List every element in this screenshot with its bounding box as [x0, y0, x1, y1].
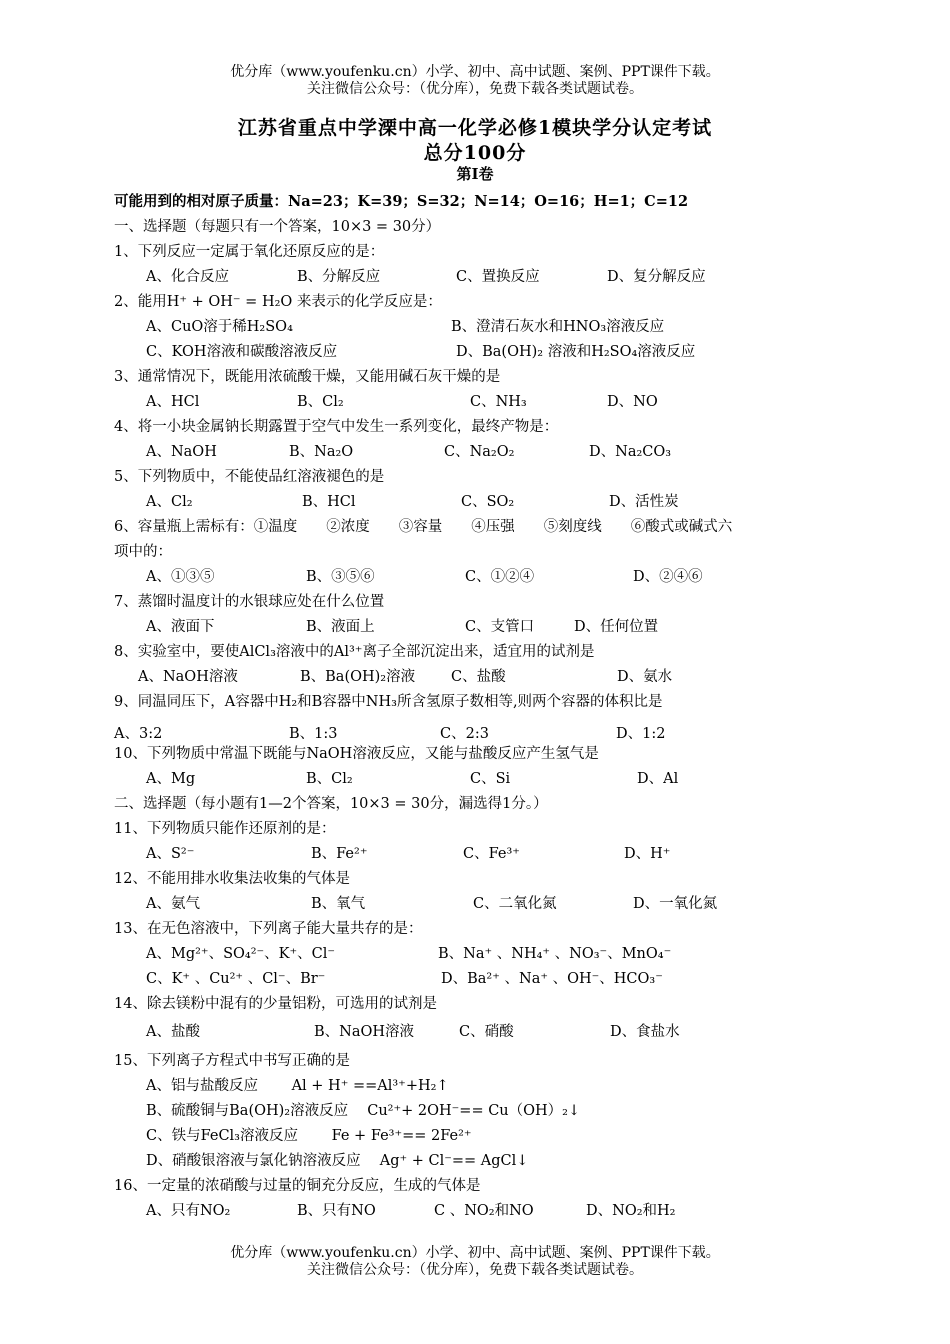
q6-option-d: D、②④⑥ — [633, 569, 703, 585]
q14-option-c: C、硝酸 — [459, 1024, 514, 1040]
q10-option-d: D、Al — [637, 771, 679, 787]
q4-option-c: C、Na₂O₂ — [444, 444, 515, 460]
q12-option-a: A、氨气 — [146, 896, 200, 912]
atomic-masses: 可能用到的相对原子质量：Na=23；K=39；S=32；N=14；O=16；H=1；C=12 — [114, 193, 689, 210]
q12-option-d: D、一氧化氮 — [633, 896, 718, 912]
q9-stem: 9、同温同压下，A容器中H₂和B容器中NH₃所含氢原子数相等,则两个容器的体积比是 — [114, 694, 663, 710]
q14-option-b: B、NaOH溶液 — [314, 1024, 415, 1040]
header-line-2: 关注微信公众号：（优分库），免费下载各类试题试卷。 — [307, 81, 643, 97]
footer-line-1: 优分库（www.youfenku.cn）小学、初中、高中试题、案例、PPT课件下载。 — [230, 1245, 720, 1261]
q8-option-d: D、氨水 — [617, 669, 673, 685]
q7-option-d: D、任何位置 — [574, 619, 659, 635]
q13-stem: 13、在无色溶液中，下列离子能大量共存的是： — [114, 921, 423, 937]
q4-option-d: D、Na₂CO₃ — [589, 444, 672, 460]
q5-stem: 5、下列物质中，不能使品红溶液褪色的是 — [114, 469, 385, 485]
exam-total: 总分100分 — [423, 142, 527, 164]
footer-line-2: 关注微信公众号：（优分库），免费下载各类试题试卷。 — [307, 1262, 643, 1278]
q7-option-b: B、液面上 — [306, 619, 375, 635]
q4-option-a: A、NaOH — [146, 444, 217, 460]
q8-option-c: C、盐酸 — [451, 669, 506, 685]
q6-option-c: C、①②④ — [465, 569, 535, 585]
q16-option-d: D、NO₂和H₂ — [586, 1203, 676, 1219]
q4-stem: 4、将一小块金属钠长期露置于空气中发生一系列变化，最终产物是： — [114, 419, 559, 435]
q7-stem: 7、蒸馏时温度计的水银球应处在什么位置 — [114, 594, 385, 610]
q1-stem: 1、下列反应一定属于氧化还原反应的是： — [114, 244, 385, 260]
q5-option-b: B、HCl — [302, 494, 356, 510]
q15-option-c: C、铁与FeCl₃溶液反应 Fe + Fe³⁺== 2Fe²⁺ — [146, 1128, 472, 1144]
q12-option-c: C、二氧化氮 — [473, 896, 557, 912]
q10-option-c: C、Si — [470, 771, 511, 787]
q16-stem: 16、一定量的浓硝酸与过量的铜充分反应，生成的气体是 — [114, 1178, 481, 1194]
q14-option-d: D、食盐水 — [610, 1024, 680, 1040]
q14-option-a: A、盐酸 — [146, 1024, 200, 1040]
q16-option-a: A、只有NO₂ — [146, 1203, 231, 1219]
q8-option-a: A、NaOH溶液 — [138, 669, 238, 685]
q9-option-d: D、1:2 — [616, 726, 666, 742]
q3-option-d: D、NO — [607, 394, 658, 410]
q8-option-b: B、Ba(OH)₂溶液 — [300, 669, 416, 685]
q13-option-d: D、Ba²⁺ 、Na⁺ 、OH⁻、HCO₃⁻ — [441, 971, 663, 987]
q2-option-d: D、Ba(OH)₂ 溶液和H₂SO₄溶液反应 — [456, 344, 696, 360]
q10-option-b: B、Cl₂ — [306, 771, 353, 787]
q15-option-d: D、硝酸银溶液与氯化钠溶液反应 Ag⁺ + Cl⁻== AgCl↓ — [146, 1153, 529, 1169]
q12-option-b: B、氧气 — [311, 896, 366, 912]
q10-option-a: A、Mg — [146, 771, 196, 787]
q16-option-c: C 、NO₂和NO — [434, 1203, 534, 1219]
q2-option-b: B、澄清石灰水和HNO₃溶液反应 — [451, 319, 665, 335]
q13-option-a: A、Mg²⁺、SO₄²⁻、K⁺、Cl⁻ — [146, 946, 336, 962]
q2-option-a: A、CuO溶于稀H₂SO₄ — [146, 319, 293, 335]
q6-option-b: B、③⑤⑥ — [306, 569, 375, 585]
q13-option-c: C、K⁺ 、Cu²⁺ 、Cl⁻、Br⁻ — [146, 971, 326, 987]
q3-stem: 3、通常情况下，既能用浓硫酸干燥，又能用碱石灰干燥的是 — [114, 369, 501, 385]
q11-option-c: C、Fe³⁺ — [463, 846, 520, 862]
exam-part: 第Ⅰ卷 — [456, 165, 494, 183]
q15-option-a: A、铝与盐酸反应 Al + H⁺ ==Al³⁺+H₂↑ — [146, 1078, 449, 1094]
q2-option-c: C、KOH溶液和碳酸溶液反应 — [146, 344, 338, 360]
q2-stem: 2、能用H⁺ + OH⁻ = H₂O 来表示的化学反应是： — [114, 294, 442, 310]
q9-option-a: A、3:2 — [114, 726, 163, 742]
q6-stem-continued: 项中的： — [114, 544, 172, 560]
q15-option-b: B、硫酸铜与Ba(OH)₂溶液反应 Cu²⁺+ 2OH⁻== Cu（OH）₂↓ — [146, 1103, 581, 1119]
q12-stem: 12、不能用排水收集法收集的气体是 — [114, 871, 350, 887]
q1-option-c: C、置换反应 — [456, 269, 540, 285]
q6-option-a: A、①③⑤ — [146, 569, 215, 585]
q6-stem: 6、容量瓶上需标有：①温度 ②浓度 ③容量 ④压强 ⑤刻度线 ⑥酸式或碱式六 — [114, 519, 733, 535]
q11-stem: 11、下列物质只能作还原剂的是： — [114, 821, 336, 837]
q3-option-a: A、HCl — [146, 394, 200, 410]
q15-stem: 15、下列离子方程式中书写正确的是 — [114, 1053, 350, 1069]
q7-option-a: A、液面下 — [146, 619, 215, 635]
q7-option-c: C、支管口 — [465, 619, 535, 635]
q8-stem: 8、实验室中，要使AlCl₃溶液中的Al³⁺离子全部沉淀出来，适宜用的试剂是 — [114, 644, 595, 660]
q11-option-a: A、S²⁻ — [146, 846, 195, 862]
q9-option-c: C、2:3 — [440, 726, 489, 742]
q1-option-a: A、化合反应 — [146, 269, 229, 285]
q5-option-d: D、活性炭 — [609, 494, 679, 510]
q10-stem: 10、下列物质中常温下既能与NaOH溶液反应，又能与盐酸反应产生氢气是 — [114, 746, 599, 762]
q11-option-b: B、Fe²⁺ — [311, 846, 368, 862]
exam-title: 江苏省重点中学溧中高一化学必修1模块学分认定考试 — [237, 117, 713, 139]
q11-option-d: D、H⁺ — [624, 846, 671, 862]
section-1-heading: 一、选择题（每题只有一个答案，10×3 = 30分） — [114, 219, 441, 235]
q1-option-b: B、分解反应 — [297, 269, 381, 285]
q16-option-b: B、只有NO — [297, 1203, 376, 1219]
q4-option-b: B、Na₂O — [289, 444, 354, 460]
q13-option-b: B、Na⁺ 、NH₄⁺ 、NO₃⁻、MnO₄⁻ — [438, 946, 672, 962]
q3-option-b: B、Cl₂ — [297, 394, 344, 410]
section-2-heading: 二、选择题（每小题有1—2个答案，10×3 = 30分，漏选得1分。） — [114, 796, 548, 812]
q5-option-c: C、SO₂ — [461, 494, 515, 510]
q5-option-a: A、Cl₂ — [146, 494, 193, 510]
q3-option-c: C、NH₃ — [470, 394, 527, 410]
q9-option-b: B、1:3 — [289, 726, 338, 742]
header-line-1: 优分库（www.youfenku.cn）小学、初中、高中试题、案例、PPT课件下载。 — [230, 64, 720, 80]
q1-option-d: D、复分解反应 — [607, 269, 706, 285]
q14-stem: 14、除去镁粉中混有的少量铝粉，可选用的试剂是 — [114, 996, 437, 1012]
